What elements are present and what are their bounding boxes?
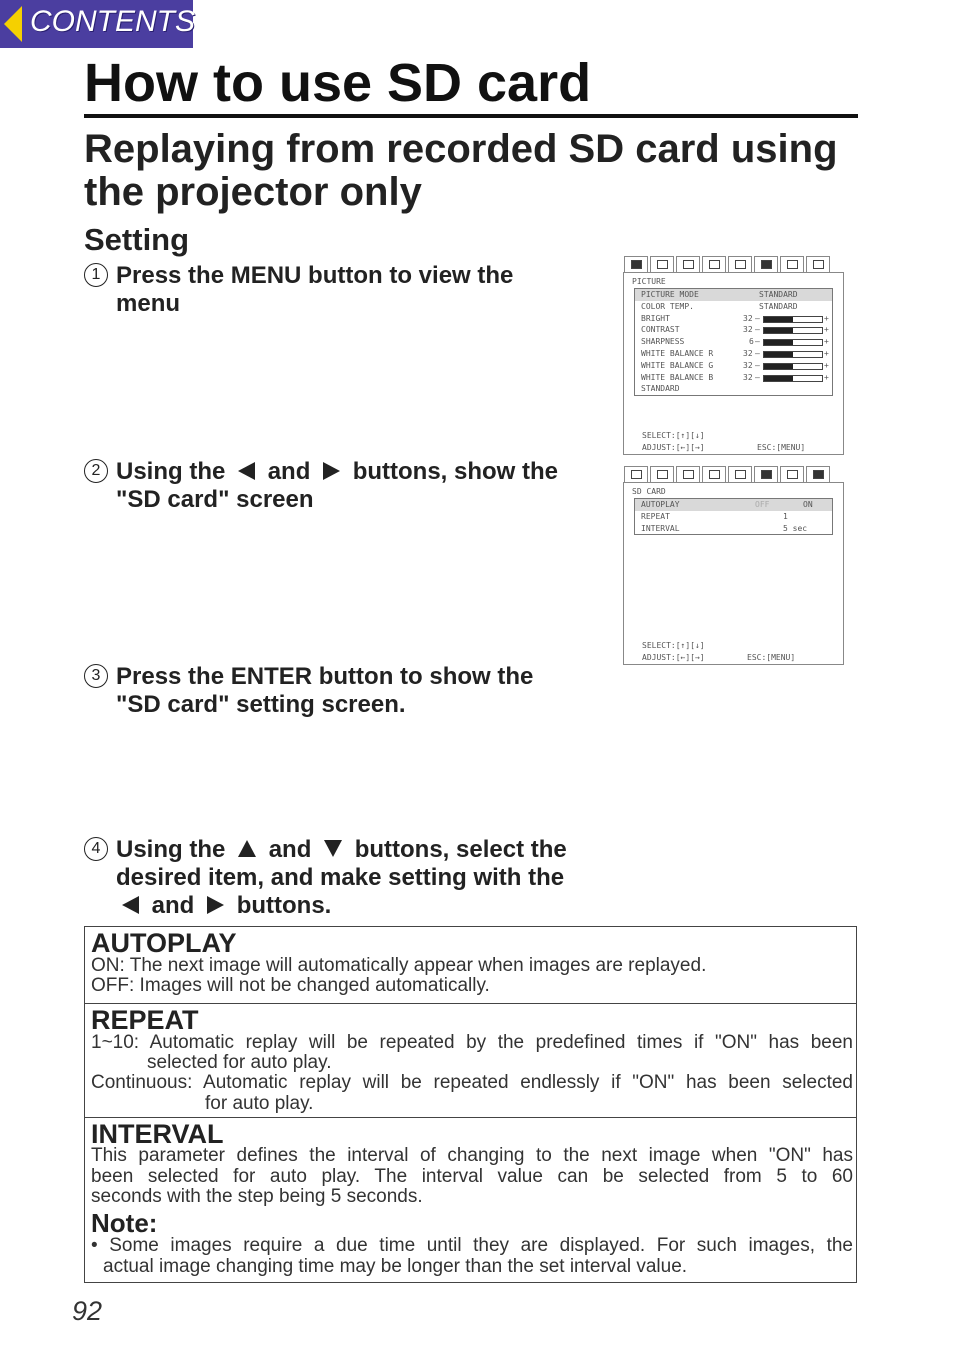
picture-tab-icon	[624, 466, 648, 482]
osd-row-label: BRIGHT	[641, 313, 670, 323]
step-line: Press the ENTER button to show the	[116, 663, 534, 690]
osd-title: PICTURE	[632, 277, 666, 286]
osd-slider	[763, 327, 823, 334]
step-text	[116, 262, 513, 318]
network-tab-icon	[780, 256, 804, 272]
interval-cell	[85, 1117, 856, 1282]
page-number: 92	[72, 1296, 103, 1326]
step-line: Using the	[116, 836, 226, 863]
step-line: Using the	[116, 458, 226, 485]
autoplay-off-text: OFF: Images will not be changed automatically.	[91, 975, 490, 996]
osd-sd-card-menu	[623, 482, 844, 665]
sd-card-tab-icon	[806, 466, 830, 482]
step-number: 4	[84, 837, 108, 861]
osd-option-off: OFF	[755, 500, 770, 509]
osd-row-label: AUTOPLAY	[641, 500, 680, 509]
repeat-range-text: 1~10: Automatic replay will be repeated by the predefined times if "ON" has been	[91, 1032, 853, 1053]
step-word: and	[268, 836, 312, 863]
autoplay-heading: AUTOPLAY	[91, 928, 237, 958]
step-word: and	[267, 458, 311, 485]
osd-row	[635, 523, 832, 535]
right-arrow-icon	[323, 462, 340, 480]
osd-slider	[763, 351, 823, 358]
up-arrow-icon	[238, 840, 256, 857]
repeat-range-text-cont: selected for auto play.	[147, 1052, 332, 1073]
input-tab-icon	[702, 466, 726, 482]
position-tab-icon	[650, 466, 674, 482]
title-divider	[84, 114, 858, 118]
osd-row-value: 32	[743, 325, 753, 335]
note-heading: Note:	[91, 1208, 158, 1238]
osd-row-value: 32	[743, 372, 753, 382]
osd-picture-menu	[623, 272, 844, 455]
right-arrow-icon	[207, 896, 224, 914]
contents-button[interactable]	[0, 0, 193, 48]
step-text	[116, 458, 558, 514]
step-line: menu	[116, 290, 181, 317]
step-text	[116, 836, 567, 920]
osd-row-label: INTERVAL	[641, 523, 680, 533]
osd-row-value: 32	[743, 313, 753, 323]
osd-adjust-hint: ADJUST:[←][→]	[642, 653, 705, 662]
section-subtitle: Replaying from recorded SD card using the projector only	[84, 127, 838, 214]
osd-row-value: 6	[749, 337, 754, 347]
option-tab-icon	[754, 466, 778, 482]
network-tab-icon	[780, 466, 804, 482]
osd-row-label: WHITE BALANCE B	[641, 372, 714, 382]
osd-row: SHARPNESS 6 – +	[641, 337, 829, 347]
osd-row-label: SHARPNESS	[641, 337, 685, 347]
step-number: 2	[84, 459, 108, 483]
osd-picture-list	[634, 288, 833, 396]
contents-label: CONTENTS	[30, 5, 195, 38]
osd-row-label: WHITE BALANCE G	[641, 360, 714, 370]
osd-row	[635, 511, 832, 523]
osd-select-hint: SELECT:[↑][↓]	[642, 641, 705, 650]
settings-description-table	[84, 926, 857, 1283]
note-text-line-cont: actual image changing time may be longer than the set interval value.	[103, 1256, 688, 1277]
osd-slider	[763, 375, 823, 382]
osd-row	[635, 301, 832, 313]
osd-slider	[763, 316, 823, 323]
down-arrow-icon	[324, 840, 342, 857]
step-line: buttons, select the	[354, 836, 567, 863]
osd-row-value: STANDARD	[759, 301, 798, 311]
repeat-cell	[85, 1003, 856, 1117]
step-line: "SD card" setting screen.	[116, 691, 406, 718]
page-title: How to use SD card	[84, 53, 592, 113]
sd-card-tab-icon	[806, 256, 830, 272]
step-line: "SD card" screen	[116, 486, 314, 513]
osd-select-hint: SELECT:[↑][↓]	[642, 431, 705, 440]
picture-tab-icon	[624, 256, 648, 272]
osd-row-label: REPEAT	[641, 511, 670, 521]
osd-sd-card-list	[634, 498, 833, 535]
screen-tab-icon	[728, 466, 752, 482]
audio-tab-icon	[676, 256, 700, 272]
step-line: desired item, and make setting with the	[116, 864, 565, 891]
osd-row: BRIGHT 32 – +	[641, 313, 829, 323]
step-number: 1	[84, 263, 108, 287]
autoplay-cell	[85, 927, 856, 1003]
setting-heading: Setting	[84, 222, 190, 257]
input-tab-icon	[702, 256, 726, 272]
osd-adjust-hint: ADJUST:[←][→]	[642, 443, 705, 452]
osd-row-label: CONTRAST	[641, 325, 680, 335]
osd-row: WHITE BALANCE R 32 – +	[641, 348, 829, 358]
osd-slider	[763, 339, 823, 346]
position-tab-icon	[650, 256, 674, 272]
osd-row-value: STANDARD	[759, 290, 798, 299]
screen-tab-icon	[728, 256, 752, 272]
osd-esc-hint: ESC:[MENU]	[757, 443, 806, 452]
repeat-heading: REPEAT	[91, 1005, 199, 1035]
osd-row: WHITE BALANCE G 32 – +	[641, 360, 829, 370]
step-word: and	[151, 892, 195, 919]
interval-text-line: This parameter defines the interval of changing to the next image when "ON" has	[91, 1145, 853, 1166]
osd-row: WHITE BALANCE B 32 – +	[641, 372, 829, 382]
back-arrow-icon	[4, 6, 22, 42]
left-arrow-icon	[122, 896, 139, 914]
option-tab-icon	[754, 256, 778, 272]
interval-heading: INTERVAL	[91, 1119, 224, 1149]
osd-title: SD CARD	[632, 487, 666, 496]
osd-row	[635, 499, 832, 511]
osd-row-value: 32	[743, 360, 753, 370]
left-arrow-icon	[238, 462, 255, 480]
step-number: 3	[84, 664, 108, 688]
osd-row-label: STANDARD	[641, 384, 680, 394]
osd-row	[635, 383, 832, 395]
note-text-line: • Some images require a due time until they are displayed. For such images, the	[91, 1235, 853, 1256]
osd-row-label: COLOR TEMP.	[641, 301, 694, 311]
osd-slider	[763, 363, 823, 370]
osd-row: CONTRAST 32 – +	[641, 325, 829, 335]
step-line: buttons.	[236, 892, 332, 919]
osd-esc-hint: ESC:[MENU]	[747, 653, 796, 662]
step-line: Press the MENU button to view the	[116, 262, 514, 289]
osd-row-value: 1	[783, 511, 788, 521]
repeat-continuous-text-cont: for auto play.	[205, 1093, 314, 1114]
osd-row-label: PICTURE MODE	[641, 290, 699, 299]
repeat-continuous-text: Continuous: Automatic replay will be repeated endlessly if "ON" has been selected	[91, 1072, 853, 1093]
osd-row-label: WHITE BALANCE R	[641, 348, 714, 358]
interval-text-line: seconds with the step being 5 seconds.	[91, 1186, 423, 1207]
step-text	[116, 663, 533, 719]
osd-row	[635, 289, 832, 301]
interval-text-line: been selected for auto play. The interval value can be selected from 5 to 60	[91, 1166, 853, 1187]
osd-row-value: 32	[743, 348, 753, 358]
autoplay-on-text: ON: The next image will automatically appear when images are replayed.	[91, 955, 707, 976]
osd-option-on: ON	[803, 500, 813, 509]
step-line: buttons, show the	[352, 458, 559, 485]
osd-row-value: 5 sec	[783, 523, 808, 533]
audio-tab-icon	[676, 466, 700, 482]
